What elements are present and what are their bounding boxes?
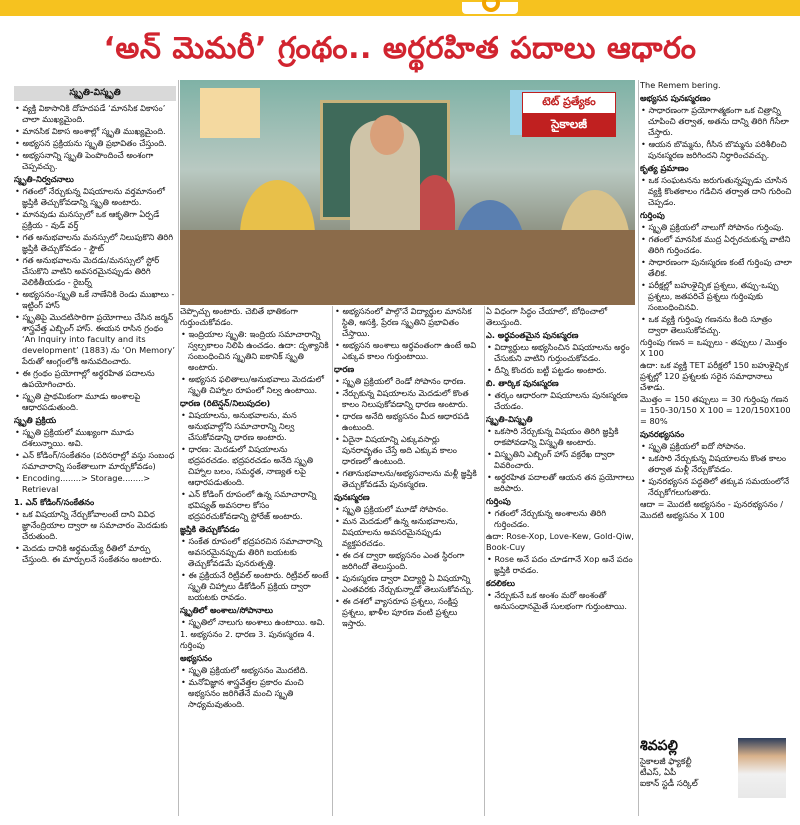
paragraph: • ఒకసారి నేర్చుకున్న విషయాలను కొంత కాలం తర్వాత మళ్లీ నేర్చుకోవడం. xyxy=(640,453,792,475)
section-heading: కదలికలు xyxy=(486,578,515,588)
author-byline xyxy=(640,738,792,818)
paragraph: • స్మృతి ప్రక్రియలో అభ్యసనం మొదటిది. xyxy=(180,665,330,676)
paragraph: • సాధారణంగా పునఃస్మరణ కంటే గుర్తింపు చాలా తేలిక. xyxy=(640,257,792,279)
paragraph: • అభ్యసన ఫలితాలు/అనుభవాలు మెదడులో స్మృతి చిహ్నాల రూపంలో నిల్వ ఉంటాయి. xyxy=(180,374,330,396)
newspaper-logo-icon xyxy=(460,0,520,16)
paragraph: • ఈ ప్రక్రియనే రిట్రీవల్ అంటారు. రిట్రీవల్ అంటే స్మృతి చిహ్నాలు డీకోడింగ్ ప్రక్రియ ద్వారా బయటకు రావడం. xyxy=(180,570,330,603)
paragraph: ఉదా: Rose-Xop, Love-Kew, Gold-Qiw, Book-Cuy xyxy=(486,531,634,552)
column-2 xyxy=(180,306,330,816)
desk-row xyxy=(180,230,635,305)
section-heading: పునరభ్యసనం xyxy=(640,429,685,439)
tag-line-2: సైకాలజీ xyxy=(522,114,616,137)
paragraph: ఉదా: ఒక వ్యక్తి TET పరీక్షలో 150 బహుళైచ్ఛిక ప్రశ్నల్లో 120 ప్రశ్నలకు సరైన సమాధానాలు చేశాడు. xyxy=(640,360,789,392)
paragraph: • అభ్యసనంలో పాల్గొనే విద్యార్థుల మానసిక స్థితి, ఆసక్తి, ప్రేరణ స్మృతిని ప్రభావితం చేస్తాయి. xyxy=(334,306,482,339)
section-heading: స్మృతిలో అంశాలు/సోపానాలు xyxy=(180,605,273,615)
paragraph: • నేర్చుకునే ఒక అంశం మరో అంశంతో అనుసంధానమైతే సులభంగా గుర్తుంటాయి. xyxy=(486,590,636,612)
paragraph: • Rose అనే పదం చూడగానే Xop అనే పదం జ్ఞప్తికి రావడం. xyxy=(486,554,636,576)
paragraph: • అర్థరహిత పదాలతో ఆయన తన ప్రయోగాలు జరిపారు. xyxy=(486,472,636,494)
column-divider xyxy=(332,306,333,816)
wall-chart xyxy=(200,88,260,138)
paragraph: • ఒక సంఘటనను జరుగుతున్నప్పుడు చూసిన వ్యక్తి కొంతకాలం గడిచిన తర్వాత దాని గురించి చెప్పడం. xyxy=(640,175,792,208)
paragraph: • సంకేత రూపంలో భద్రపరచిన సమాచారాన్ని అవసరమైనప్పుడు తిరిగి బయటకు తెచ్చుకోవడమే పునరుత్పత్తి. xyxy=(180,536,330,569)
column-divider xyxy=(484,306,485,816)
paragraph: • గతంలో మానసిక ముద్ర ఏర్పరచుకున్న వాటిని తిరిగి గుర్తించడం. xyxy=(640,234,792,256)
author-role: సైకాలజీ ఫ్యాకల్టీ xyxy=(640,757,692,767)
paragraph: • గత అనుభవాలను మెదడు/మనస్సులో స్టోర్ చేసుకొని వాటిని అవసరమైనప్పుడు తిరిగి వెలికితీయడం - రైబర్న్ xyxy=(14,255,176,288)
paragraph: • ఈ గ్రంథం ప్రయోగాల్లో అర్థరహిత పదాలను ఉపయోగించారు. xyxy=(14,368,176,390)
column-4-body xyxy=(486,306,636,612)
paragraph: • స్మృతి ప్రక్రియలో నాలుగో సోపానం గుర్తింపు. xyxy=(640,222,792,233)
section-heading: కృత్య ప్రమాణం xyxy=(640,163,689,173)
paragraph: • అభ్యసన ప్రక్రియను స్మృతి ప్రభావితం చేస్తుంది. xyxy=(14,138,176,149)
paragraph: • ఒకసారి నేర్చుకున్న విషయం తిరిగి జ్ఞప్తికి రాకపోవడాన్ని విస్మృతి అంటారు. xyxy=(486,426,636,448)
paragraph: • ఒక విషయాన్ని నేర్చుకోవాలంటే దాని వివిధ జ్ఞానేంద్రియాల ద్వారా ఆ సమాచారం మెదడుకు చేరుతుంది. xyxy=(14,509,176,542)
paragraph: • ఎన్ కోడింగ్ రూపంలో ఉన్న సమాచారాన్ని భవిష్యత్ అవసరాల కోసం భద్రపరచుకోవడాన్ని స్టోరేజ్ అంటారు. xyxy=(180,489,330,522)
paragraph: • ఆయన బొమ్మను, గీసిన బొమ్మను పరిశీలించి పునఃస్మరణ జరిగిందని నిర్ధారించవచ్చు. xyxy=(640,139,792,161)
paragraph: గుర్తింపు గణన = ఒప్పులు - తప్పులు / మొత్తం X 100 xyxy=(640,337,787,358)
paragraph: • ఏదైనా విషయాన్ని ఎక్కువసార్లు పునరావృతం చేస్తే అది ఎక్కువ కాలం ధారణలో ఉంటుంది. xyxy=(334,434,482,467)
column-3-body xyxy=(334,306,482,629)
section-heading: జ్ఞప్తికి తెచ్చుకోవడం xyxy=(180,524,240,534)
section-heading: ఎ. అర్థవంతమైన పునఃస్మరణ xyxy=(486,330,579,340)
column-1 xyxy=(14,86,176,816)
section-heading: స్మృతి ప్రక్రియ xyxy=(14,415,57,425)
paragraph: • ఈ దశలో వ్యాసరూప ప్రశ్నలు, సంక్షిప్త ప్రశ్నలు, ఖాళీల పూరణ వంటి ప్రశ్నలు ఇస్తారు. xyxy=(334,596,482,629)
paragraph: • స్మృతిలో నాలుగు అంశాలు ఉంటాయి. అవి. xyxy=(180,617,330,628)
top-color-bar xyxy=(0,0,800,16)
student-figure xyxy=(415,175,455,235)
paragraph: • ఒక వ్యక్తి గుర్తింపు గణనను కింది సూత్రం ద్వారా తెలుసుకోవచ్చు. xyxy=(640,314,792,336)
section-box-title: స్మృతి-విస్మృతి xyxy=(14,86,176,101)
paragraph: మొత్తం = 150 తప్పులు = 30 గుర్తింపు గణన = 150-30/150 X 100 = 120/150X100 = 80% xyxy=(640,394,791,426)
column-5 xyxy=(640,80,792,735)
paragraph: • విద్యార్థులు అభ్యసించిన విషయాలను అర్థం చేసుకుని వాటిని గుర్తుంచుకోవడం. xyxy=(486,342,636,364)
paragraph: • గతంలో నేర్చుకున్న విషయాలను వర్తమానంలో జ్ఞప్తికి తెచ్చుకోవడాన్ని స్మృతి అంటారు. xyxy=(14,186,176,208)
paragraph: • గత అనుభవాలను మనస్సులో నిలుపుకొని తిరిగి జ్ఞప్తికి తెచ్చుకోవడం - స్టౌట్ xyxy=(14,232,176,254)
paragraph: • పునరభ్యసన పద్ధతిలో తక్కువ సమయంలోనే నేర్చుకోగలుగుతారు. xyxy=(640,476,792,498)
paragraph: • వ్యక్తి వికాసానికి దోహదపడే ‘మానసిక వికాసం’ చాలా ముఖ్యమైంది. xyxy=(14,103,176,125)
paragraph: • స్మృతి ప్రక్రియలో ఐదో సోపానం. xyxy=(640,441,792,452)
subject-tag xyxy=(522,92,616,137)
paragraph: • ఈ దశ ద్వారా అభ్యసనం ఎంత స్థిరంగా జరిగిందో తెలుస్తుంది. xyxy=(334,550,482,572)
paragraph: • Encoding........> Storage........> Retrieval xyxy=(14,473,176,495)
teacher-face xyxy=(370,115,404,155)
paragraph: 1. అభ్యసనం 2. ధారణ 3. పునఃస్మరణ 4. గుర్తింపు xyxy=(180,629,315,650)
section-heading: గుర్తింపు xyxy=(486,496,511,506)
section-heading: స్మృతి-నిర్వచనాలు xyxy=(14,174,74,184)
paragraph: • అభ్యసన అంశాలు అర్థవంతంగా ఉంటే అవి ఎక్కువ కాలం గుర్తుంటాయి. xyxy=(334,340,482,362)
paragraph: • గతానుభవాలను/అభ్యసనాలను మళ్లీ జ్ఞప్తికి తెచ్చుకోవడమే పునఃస్మరణ. xyxy=(334,468,482,490)
paragraph: • స్మృతి ప్రక్రియలో మూడో సోపానం. xyxy=(334,504,482,515)
paragraph: • తర్కం ఆధారంగా విషయాలను పునఃస్మరణ చేయడం. xyxy=(486,390,636,412)
paragraph: ఆదా = మొదటి అభ్యసనం - పునరభ్యసనం / మొదటి అభ్యసనం X 100 xyxy=(640,499,784,520)
paragraph: • మానసిక వికాస అంశాల్లో స్మృతి ముఖ్యమైంది. xyxy=(14,126,176,137)
paragraph: The Remem bering. xyxy=(640,80,721,90)
page-headline: ‘అన్ మెమరీ’ గ్రంథం.. అర్థరహిత పదాలు ఆధారం xyxy=(103,31,697,66)
paragraph: • పునఃస్మరణ ద్వారా విద్యార్థి ఏ విషయాన్ని ఎంతవరకు నేర్చుకున్నాడో తెలుసుకోవచ్చు. xyxy=(334,573,482,595)
column-5-body xyxy=(640,80,792,521)
section-heading: బి. తార్కిక పునఃస్మరణ xyxy=(486,378,559,388)
section-heading: 1. ఎన్ కోడింగ్/సంకేతనం xyxy=(14,497,95,507)
paragraph: • ధారణ: మెదడులో విషయాలను భద్రపరచడం. భద్రపరచడం అనేది స్మృతి చిహ్నాల బలం, సమర్థత, నాణ్యత లపై ఆధారపడుతుంది. xyxy=(180,444,330,488)
paragraph: • దీన్ని కొందరు బట్టీ పట్టడం అంటారు. xyxy=(486,365,636,376)
tag-line-1: టెట్ ప్రత్యేకం xyxy=(522,92,616,114)
paragraph: • నేర్చుకున్న విషయాలను మెదడులో కొంత కాలం నిలుపుకోవడాన్ని ధారణ అంటారు. xyxy=(334,388,482,410)
column-1-body xyxy=(14,103,176,565)
section-heading: అభ్యసనం xyxy=(180,653,212,663)
paragraph: ఏ విధంగా సిద్ధం చేయాలో, బోధించాలో తెలుస్తుంది. xyxy=(486,306,608,327)
section-heading: పునఃస్మరణ xyxy=(334,492,370,502)
paragraph: • విస్మృతిని ఎబ్బింగ్ హాస్ వక్రరేఖ ద్వారా వివరించారు. xyxy=(486,449,636,471)
column-2-body xyxy=(180,306,330,710)
paragraph: • సాధారణంగా ప్రయోగాత్మకంగా ఒక చిత్రాన్ని చూపించి తర్వాత, అతను దాన్ని తిరిగి గీసేలా చేస్తారు. xyxy=(640,105,792,138)
paragraph: • అభ్యసనం-స్మృతి ఒకే నాణేనికి రెండు ముఖాలు - ఇట్టింగ్ హాస్ xyxy=(14,289,176,311)
column-divider xyxy=(638,80,639,816)
paragraph: • ధారణ అనేది అభ్యసనం మీద ఆధారపడి ఉంటుంది. xyxy=(334,411,482,433)
section-heading: స్మృతి-విస్మృతి xyxy=(486,414,533,424)
paragraph: • మన మెదడులో ఉన్న అనుభవాలను, విషయాలను అవసరమైనప్పుడు వ్యక్తపరచడం. xyxy=(334,516,482,549)
column-divider xyxy=(178,80,179,816)
paragraph: • పరీక్షల్లో బహుళైచ్ఛిక ప్రశ్నలు, తప్పు-ఒప్పు ప్రశ్నలు, జతపరిచే ప్రశ్నలు గుర్తింపుకు సంబంధించినవి. xyxy=(640,280,792,313)
author-location: టీఎస్, ఏపీ xyxy=(640,768,677,778)
paragraph: • స్మృతిపై మొదటిసారిగా ప్రయోగాలు చేసిన జర్మన్ శాస్త్రవేత్త ఎబ్బింగ్ హాస్. ఈయన రాసిన గ్రంథం ‘An Inquiry into faculty and its development’ (1883) ను ‘On Memory’ పేరుతో ఆంగ్లంలోకి అనువదించారు. xyxy=(14,312,176,367)
paragraph: • ఎన్ కోడింగ్/సంకేతనం (పరిసరాల్లో వస్తు సంబంధ సమాచారాన్ని సంకేతాలుగా మార్చుకోవడం) xyxy=(14,450,176,472)
author-name: శివపల్లి xyxy=(640,738,678,754)
author-institute: ఐకాన్ స్టడీ సర్కిల్ xyxy=(640,779,698,789)
section-heading: ధారణ xyxy=(334,364,355,374)
paragraph: • ఇంద్రియాల స్మృతి: ఇంద్రియ సమాచారాన్ని స్వల్పకాలం నిలిపి ఉంచడం. ఉదా: దృశ్యానికి సంబంధించిన స్మృతిని ఐకానిక్ స్మృతి అంటారు. xyxy=(180,329,330,373)
paragraph: • స్మృతి ప్రక్రియలో ముఖ్యంగా మూడు దశలున్నాయి. అవి. xyxy=(14,427,176,449)
paragraph: • అభ్యసనాన్ని స్మృతి పెంపొందించే అంశంగా చెప్పవచ్చు. xyxy=(14,150,176,172)
paragraph: • స్మృతి ప్రక్రియలో రెండో సోపానం ధారణ. xyxy=(334,376,482,387)
paragraph: • మెదడు దానికి అర్థమయ్యే రీతిలో మార్పు చేస్తుంది. ఈ మార్పులనే సంకేతనం అంటారు. xyxy=(14,543,176,565)
paragraph: చెప్పొచ్చు అంటారు. చెబితే భాతికంగా గుర్తుంచుకోవడం. xyxy=(180,306,298,327)
section-heading: ధారణ (రిటెన్షన్/నిలుపుదల) xyxy=(180,398,271,408)
column-4 xyxy=(486,306,636,816)
paragraph: • మానవుడు మనస్సులో ఒక ఆకృతిగా ఏర్పడే ప్రక్రియ - వుడ్ వర్త్ xyxy=(14,209,176,231)
paragraph: • మనోవిజ్ఞాన శాస్త్రవేత్తల ప్రకారం మంచి అభ్యసనం జరిగితేనే మంచి స్మృతి సాధ్యమవుతుంది. xyxy=(180,677,330,710)
section-heading: గుర్తింపు xyxy=(640,210,665,220)
paragraph: • గతంలో నేర్చుకున్న అంశాలను తిరిగి గుర్తించడం. xyxy=(486,508,636,530)
paragraph: • విషయాలను, అనుభవాలను, మన అనుభవాల్లోని సమాచారాన్ని నిల్వ చేసుకోవడాన్ని ధారణ అంటారు. xyxy=(180,410,330,443)
column-3 xyxy=(334,306,482,816)
paragraph: • స్మృతి ప్రాథమికంగా మూడు అంశాలపై ఆధారపడుతుంది. xyxy=(14,391,176,413)
author-photo xyxy=(738,738,786,798)
section-heading: అభ్యసన పునఃస్మరణం xyxy=(640,93,711,103)
